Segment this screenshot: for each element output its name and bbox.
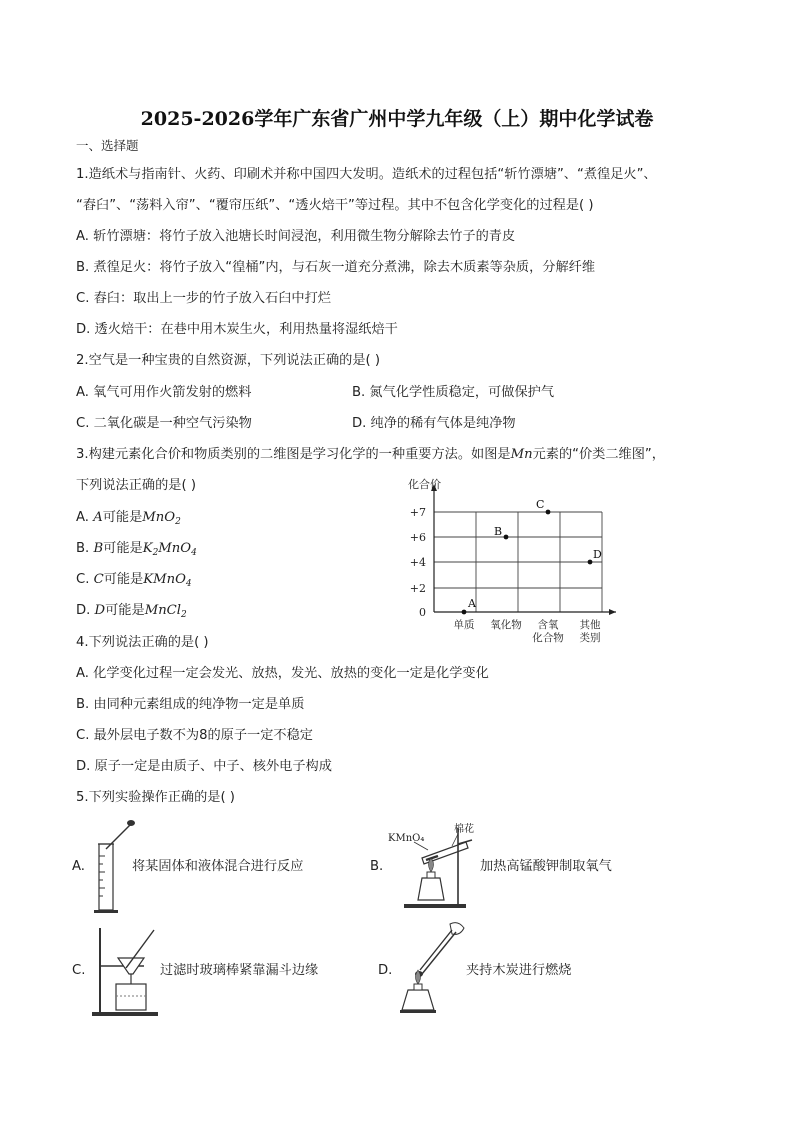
x-category-label: 氧化物 [490,619,522,631]
q5-b-letter: B. [370,859,384,874]
q3-stem-line1: 3.构建元素化合价和物质类别的二维图是学习化学的一种重要方法。如图是Mn元素的“价类二维图”， [76,447,665,462]
data-point-label-c: C [536,498,545,511]
q5-a-text: 将某固体和液体混合进行反应 [132,859,304,874]
q1-stem-line2: “舂臼”、“荡料入帘”、“覆帘压纸”、“透火焙干”等过程。其中不包含化学变化的过程是( ) [76,198,594,213]
y-tick-label: +7 [409,506,426,519]
x-category-label: 单质 [453,619,475,631]
data-point-a [462,610,467,615]
x-axis-arrow [609,609,616,615]
q5-a-letter: A. [72,859,85,874]
x-category-label: 其他 [579,619,601,631]
q3-option-a: A. A可能是MnO$_2$ [76,510,181,527]
y-axis-label: 化合价 [408,478,441,491]
y-tick-label: 0 [419,606,426,619]
svg-text:棉花: 棉花 [454,824,474,835]
q1-stem-line1: 1.造纸术与指南针、火药、印刷术并称中国四大发明。造纸术的过程包括“斩竹漂塘”、“煮徨足火”、 [76,167,657,182]
filtration-figure [88,924,162,1018]
y-tick-label: +4 [409,556,426,569]
q5-c-letter: C. [72,963,86,978]
q3-stem-line2: 下列说法正确的是( ) [76,478,196,493]
data-point-d [588,560,593,565]
q1-option-d: D. 透火焙干：在巷中用木炭生火，利用热量将湿纸焙干 [76,322,398,337]
q5-d-letter: D. [378,963,393,978]
graduated-cylinder-figure [88,816,138,916]
q5-d-text: 夹持木炭进行燃烧 [466,963,572,978]
heating-apparatus-figure [386,818,476,910]
data-point-c [546,510,551,515]
q2-stem: 2.空气是一种宝贵的自然资源，下列说法正确的是( ) [76,353,380,368]
q1-option-c: C. 舂臼：取出上一步的竹子放入石臼中打烂 [76,291,331,306]
x-category-label: 类别 [579,632,601,644]
x-category-label: 含氧 [537,619,559,631]
q3-option-b: B. B可能是$K_2MnO_4$ [76,541,197,558]
q5-c-text: 过滤时玻璃棒紧靠漏斗边缘 [160,963,319,978]
q5-b-text: 加热高锰酸钾制取氧气 [480,859,612,874]
q1-option-b: B. 煮徨足火：将竹子放入“徨桶”内，与石灰一道充分煮沸，除去木质素等杂质，分解纤维 [76,260,596,275]
q5-stem: 5.下列实验操作正确的是( ) [76,790,235,805]
q2-option-a: A. 氧气可用作火箭发射的燃料 [76,385,252,400]
q4-option-d: D. 原子一定是由质子、中子、核外电子构成 [76,759,332,774]
q2-option-b: B. 氮气化学性质稳定，可做保护气 [352,385,555,400]
data-point-label-d: D [593,548,602,561]
valence-category-chart [396,474,632,646]
y-tick-label: +6 [409,531,426,544]
data-point-b [504,535,509,540]
q3-element-symbol: Mn [510,447,533,462]
q4-option-c: C. 最外层电子数不为8的原子一定不稳定 [76,728,313,743]
tongs-charcoal-figure [394,918,470,1018]
svg-text:KMnO₄: KMnO₄ [388,833,425,844]
q2-option-c: C. 二氧化碳是一种空气污染物 [76,416,252,431]
q2-option-d: D. 纯净的稀有气体是纯净物 [352,416,516,431]
data-point-label-b: B [494,525,503,538]
x-category-label: 化合物 [532,632,564,644]
q4-option-b: B. 由同种元素组成的纯净物一定是单质 [76,697,305,712]
q3-option-d: D. D可能是MnCl$_2$ [76,603,187,620]
q4-option-a: A. 化学变化过程一定会发光、放热，发光、放热的变化一定是化学变化 [76,666,489,681]
section-heading: 一、选择题 [76,138,139,153]
q3-option-c: C. C可能是KMnO$_4$ [76,572,192,589]
y-tick-label: +2 [409,582,426,595]
q4-stem: 4.下列说法正确的是( ) [76,635,209,650]
q1-option-a: A. 斩竹漂塘：将竹子放入池塘长时间浸泡，利用微生物分解除去竹子的青皮 [76,229,516,244]
data-point-label-a: A [468,597,476,610]
exam-title: 2025-2026学年广东省广州中学九年级（上）期中化学试卷 [140,108,654,130]
